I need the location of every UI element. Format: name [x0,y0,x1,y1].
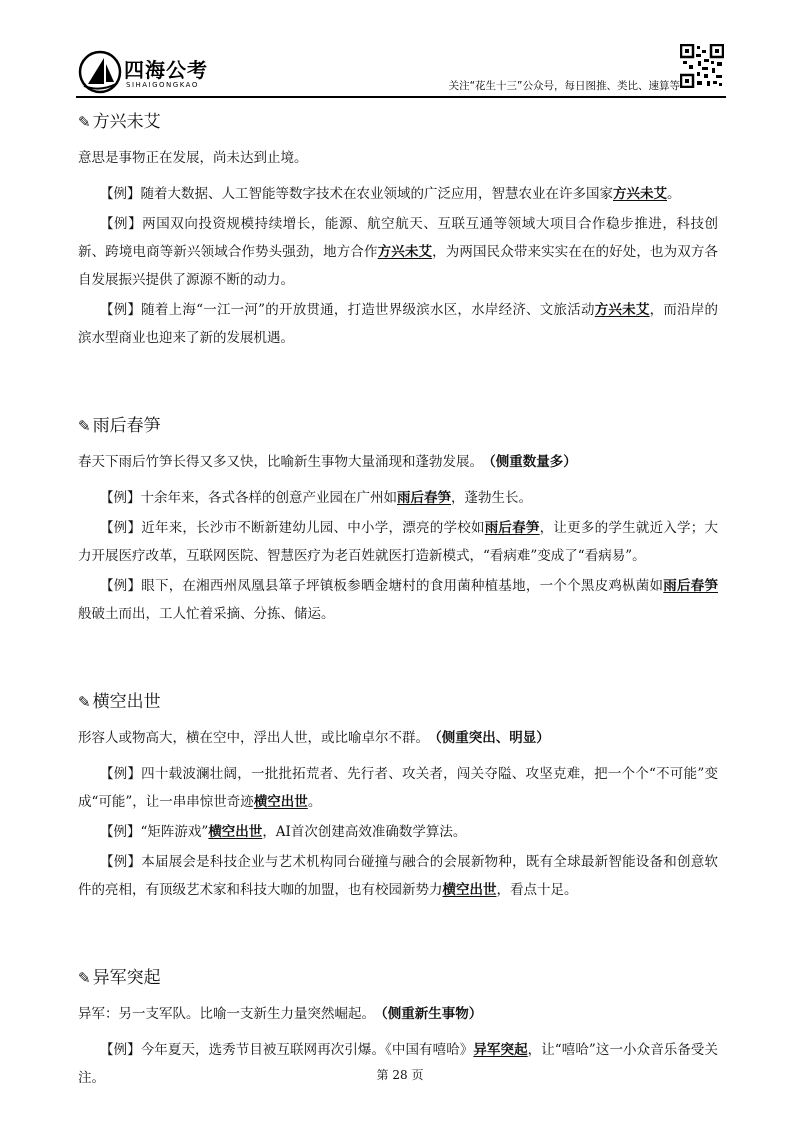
example-text: 【例】本届展会是科技企业与艺术机构同台碰撞与融合的会展新物种，既有全球最新智能设备和创意软件的亮相，有顶级艺术家和科技大咖的加盟，也有校园新势力 [78,854,718,898]
example-text: ，让更多的学生就近入学；大力开展医疗改革，互联网医院、智慧医疗为老百姓就医打造新模式，“看病难”变成了“看病易”。 [78,520,719,564]
example-idiom-highlight: 方兴未艾 [594,302,650,318]
idiom-title-text: 方兴未艾 [92,112,161,132]
example-text: 【例】随着大数据、人工智能等数字技术在农业领域的广泛应用，智慧农业在许多国家 [100,186,613,202]
definition-text: 意思是事物正在发展，尚未达到止境。 [78,150,308,166]
example-idiom-highlight: 异军突起 [473,1042,528,1058]
example-sentence [78,296,718,352]
pencil-icon: ✎ [78,969,91,987]
example-sentence [78,848,718,904]
idiom-title-text: 横空出世 [92,692,161,712]
definition-focus-note: （侧重数量多） [489,454,577,470]
example-text: 【例】两国双向投资规模持续增长，能源、航空航天、互联互通等领域大项目合作稳步推进，科技创新、跨境电商等新兴领域合作势头强劲，地方合作 [78,216,718,260]
pencil-icon: ✎ [78,693,91,711]
qr-code-icon [680,44,724,88]
idiom-definition [78,728,718,748]
example-text: 。 [667,186,681,202]
example-text: 【例】十余年来，各式各样的创意产业园在广州如 [100,490,397,506]
idiom-title-text: 雨后春笋 [92,416,161,436]
pencil-icon: ✎ [78,113,91,131]
example-text: ，AI首次创建高效准确数学算法。 [262,824,467,840]
idiom-title [78,966,718,990]
idiom-definition [78,1004,718,1024]
idiom-section [78,110,718,352]
example-sentence [78,484,718,512]
example-idiom-highlight: 方兴未艾 [613,186,667,202]
example-text: 般破土而出，工人忙着采摘、分拣、储运。 [78,606,335,622]
example-sentence [78,572,718,628]
example-text: 。 [307,794,322,810]
example-text: 【例】眼下，在湘西州凤凰县箪子坪镇板参晒金塘村的食用菌种植基地，一个个黑皮鸡枞菌如 [100,578,664,594]
example-sentence [78,760,718,816]
brand-subtitle: SIHAIGONGKAO [126,81,199,89]
header-divider [76,96,726,98]
definition-text: 形容人或物高大，横在空中，浮出人世，或比喻卓尔不群。 [78,730,429,746]
definition-focus-note: （侧重新生事物） [381,1006,483,1022]
example-idiom-highlight: 横空出世 [253,794,308,810]
example-text: ，为两国民众带来实实在在的好处，也为双方各自发展振兴提供了源源不断的动力。 [78,244,719,288]
example-sentence [78,818,718,846]
example-text: 【例】随着上海“一江一河”的开放贯通，打造世界级滨水区，水岸经济、文旅活动 [100,302,595,318]
idiom-section [78,690,718,904]
example-text: 【例】四十载波澜壮阔，一批批拓荒者、先行者、攻关者，闯关夺隘、攻坚克难，把一个个“不可能”变成“可能”，让一串串惊世奇迹 [78,766,718,810]
example-text: ，蓬勃生长。 [451,490,532,506]
example-sentence [78,1036,718,1092]
example-idiom-highlight: 方兴未艾 [377,244,433,260]
idiom-section [78,414,718,628]
pencil-icon: ✎ [78,417,91,435]
example-text: ，让“嘻哈”这一小众音乐备受关注。 [78,1042,719,1086]
definition-text: 春天下雨后竹笋长得又多又快，比喻新生事物大量涌现和蓬勃发展。 [78,454,483,470]
sail-logo-icon [78,50,122,94]
example-idiom-highlight: 雨后春笋 [484,520,540,536]
page-number: 第 28 页 [376,1068,424,1082]
example-sentence [78,210,718,294]
definition-text: 异军：另一支军队。比喻一支新生力量突然崛起。 [78,1006,375,1022]
idiom-title [78,690,718,714]
page-header [0,0,800,110]
example-text: 【例】今年夏天，选秀节目被互联网再次引爆。《中国有嘻哈》 [100,1042,474,1058]
example-sentence [78,514,718,570]
idiom-title [78,110,718,134]
idiom-definition [78,452,718,472]
idiom-title-text: 异军突起 [92,968,161,988]
example-idiom-highlight: 雨后春笋 [397,490,451,506]
brand-name: 四海公考 [124,58,208,82]
example-idiom-highlight: 横空出世 [208,824,263,840]
example-sentence [78,180,718,208]
example-idiom-highlight: 横空出世 [442,882,497,898]
example-text: 【例】“矩阵游戏” [100,824,209,840]
idiom-title [78,414,718,438]
example-text: 【例】近年来，长沙市不断新建幼儿园、中小学，漂亮的学校如 [100,520,485,536]
example-idiom-highlight: 雨后春笋 [663,578,719,594]
document-body [78,110,718,1094]
definition-focus-note: （侧重突出、明显） [435,730,550,746]
example-text: ，而沿岸的滨水型商业也迎来了新的发展机遇。 [78,302,718,346]
header-slogan: 关注“花生十三”公众号，每日图推、类比、速算等 [448,80,680,92]
idiom-definition [78,148,718,168]
example-text: ，看点十足。 [496,882,578,898]
